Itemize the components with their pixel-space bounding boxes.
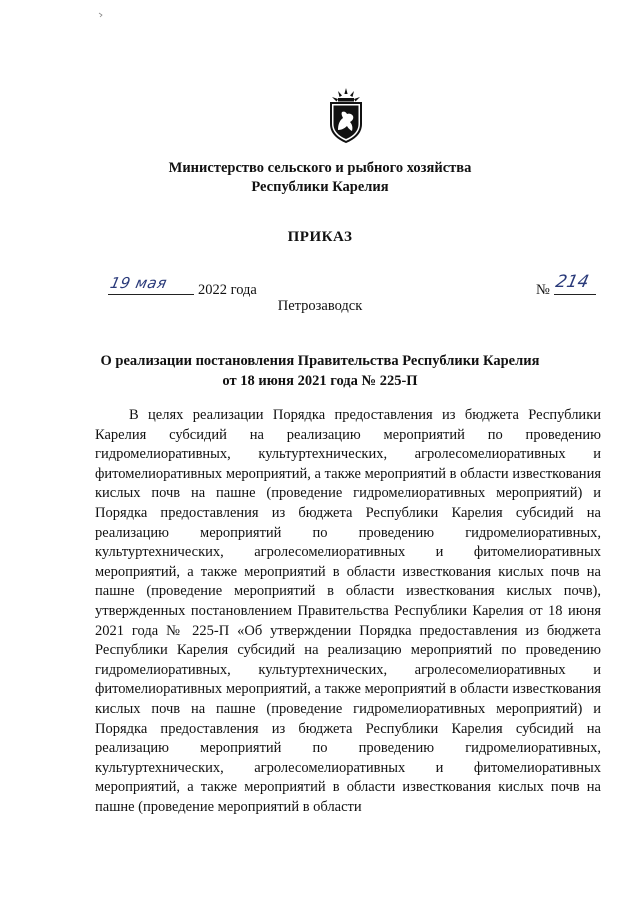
ministry-name: [0, 159, 640, 197]
subject-line-1: О реализации постановления Правительства Республики Карелия: [100, 353, 540, 369]
date-year: 2022 года: [198, 282, 257, 298]
body-paragraph: В целях реализации Порядка предоставления из бюджета Республики Карелия субсидий на реализацию мероприятий по проведению гидромелиоративных, культуртехнических, агролесомелиоративных и фитомелиоративных мероприятий, а также мероприятий в области известкования кислых почв на пашне (проведение гидромелиоративных мероприятий) и Порядка предоставления из бюджета Республики Карелия субсидий на реализацию мероприятий по проведению гидромелиоративных, культуртехнических, агролесомелиоративных и фитомелиоративных мероприятий, а также мероприятий в области известкования кислых почв на пашне (проведение мероприятий в области известкования кислых почв), утвержденных постановлением Правительства Республики Карелия от 18 июня 2021 года № 225-П «Об утверждении Порядка предоставления из бюджета Республики Карелия субсидий на реализацию мероприятий по проведению гидромелиоративных, культуртехнических, агролесомелиоративных и фитомелиоративных мероприятий, а также мероприятий в области известкования кислых почв на пашне (проведение гидромелиоративных мероприятий) и Порядка предоставления из бюджета Республики Карелия субсидий на реализацию мероприятий по проведению гидромелиоративных, культуртехнических, агролесомелиоративных и фитомелиоративных мероприятий, а также мероприятий в области известкования кислых почв на пашне (проведение мероприятий в области: [95, 407, 601, 815]
scan-speck: [98, 12, 106, 18]
city-name: Петрозаводск: [277, 298, 363, 314]
document-type-title: ПРИКАЗ: [287, 229, 353, 245]
karelia-coat-of-arms-icon: [328, 86, 364, 144]
subject-line-2: от 18 июня 2021 года № 225-П: [222, 373, 418, 389]
handwritten-number: 214: [553, 272, 591, 292]
order-subject: [0, 351, 640, 391]
number-underline: [554, 294, 596, 295]
ministry-line-2: Республики Карелия: [251, 179, 389, 195]
order-body: [95, 406, 601, 817]
handwritten-date: 19 мая: [108, 274, 169, 292]
number-sign: №: [536, 282, 550, 298]
date-underline: [108, 294, 194, 295]
ministry-line-1: Министерство сельского и рыбного хозяйства: [168, 160, 472, 176]
